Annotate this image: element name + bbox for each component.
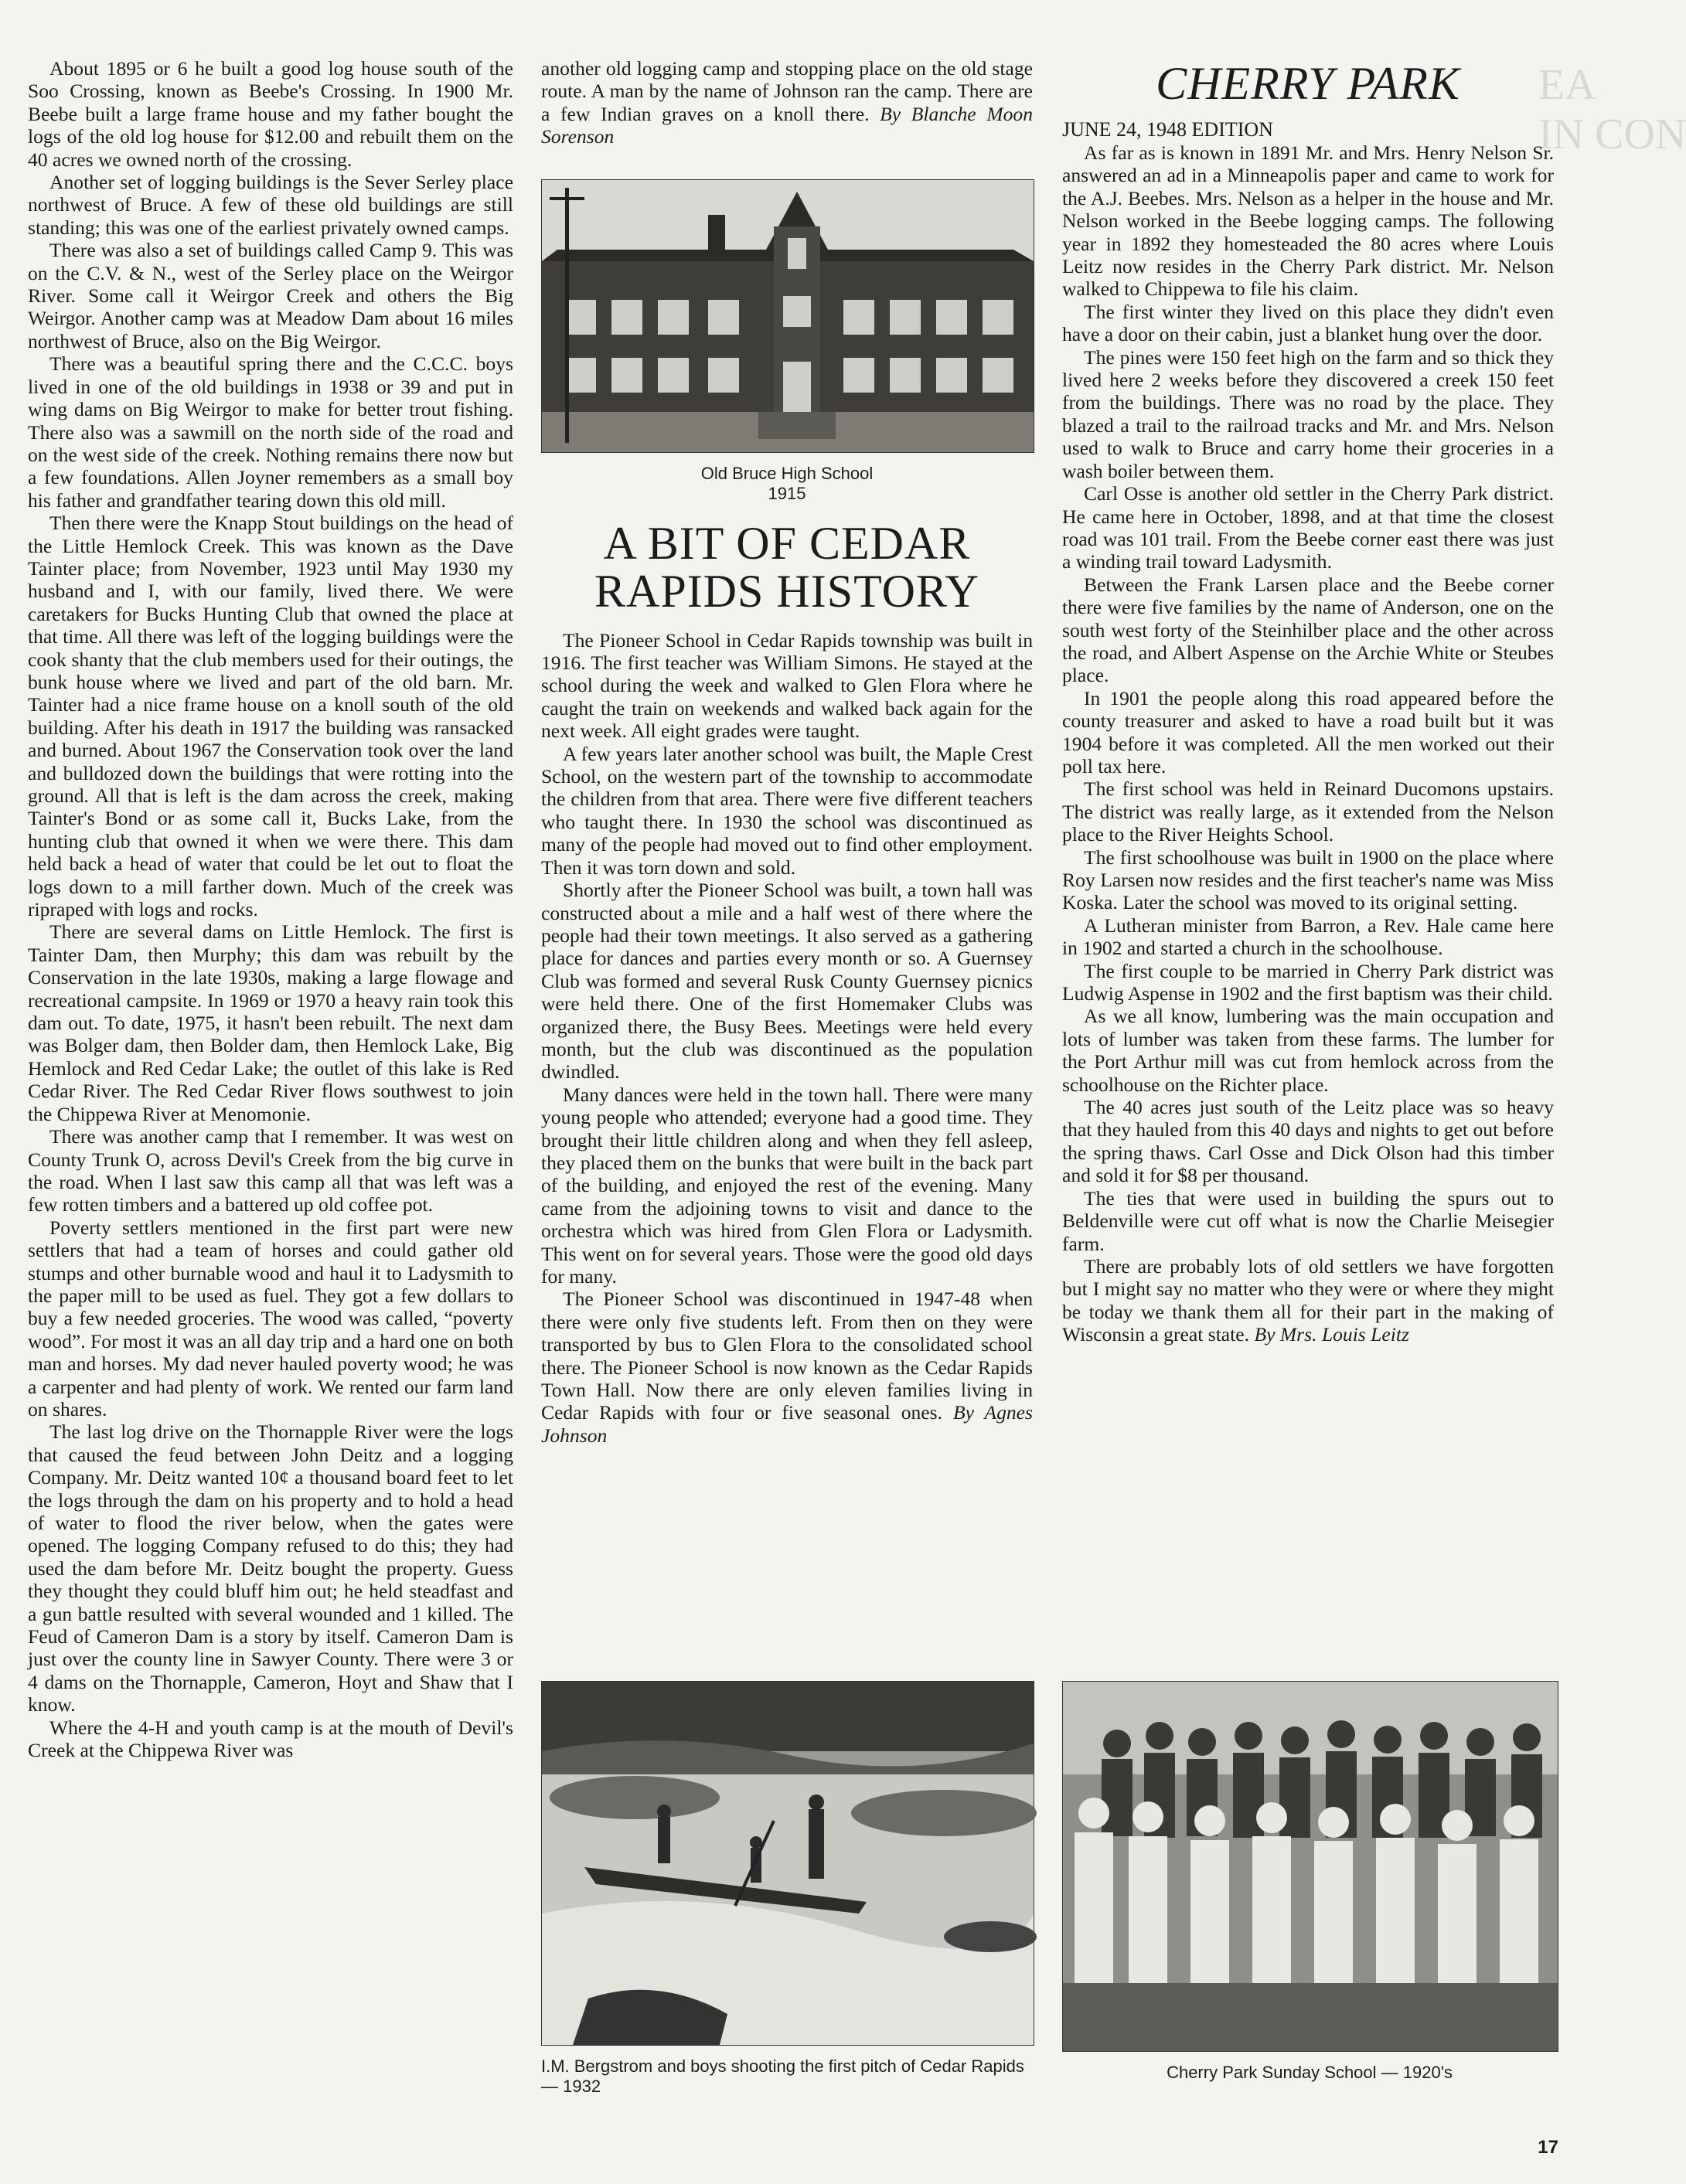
col1-paragraph: Another set of logging buildings is the Sever Serley place northwest of Bruce. A few of these old buildings are still standing; this was one of the earliest privately owned camps. — [28, 171, 513, 239]
col1-paragraph: There are several dams on Little Hemlock. The first is Tainter Dam, then Murphy; this dam was rebuilt by the Conservation in the late 1930s, making a large flowage and recreational campsite. In 1969 or 1970 a heavy rain took this dam out. To date, 1975, it hasn't been rebuilt. The next dam was Bolger dam, then Bolder dam, then Hemlock Lake, Big Hemlock and Red Cedar Lake; the outlet of this lake is Red Cedar River. The Red Cedar River flows southwest to join the Chippewa River at Menomonie. — [28, 920, 513, 1125]
col3-paragraph: In 1901 the people along this road appeared before the county treasurer and asked to have a road built but it was 1904 before it was completed. All the men worked out their poll tax here. — [1062, 686, 1554, 777]
photo-bergstrom-rapids — [541, 1681, 1034, 2046]
column-3 — [1062, 57, 1554, 1346]
photo-block-bergstrom — [541, 1681, 1033, 2097]
photo-caption-bergstrom: I.M. Bergstrom and boys shooting the first pitch of Cedar Rapids — 1932 — [541, 2056, 1024, 2096]
photo-cherry-park-sunday-school — [1062, 1681, 1558, 2052]
page-number: 17 — [1538, 2137, 1558, 2158]
col2-final-text: The Pioneer School was discontinued in 1947-48 when there were only five students left. From then on they were transported by bus to Glen Flora to the consolidated school there. The Pioneer School is now known as the Cedar Rapids Town Hall. Now there are only eleven families living in Cedar Rapids with four or five seasonal ones. — [541, 1288, 1033, 1424]
col3-paragraph: The first winter they lived on this place they didn't even have a door on their cabin, just a blanket hung over the door. — [1062, 300, 1554, 346]
col3-paragraph: The first schoolhouse was built in 1900 on the place where Roy Larsen now resides and the first teacher's name was Miss Koska. Later the school was moved to its original setting. — [1062, 845, 1554, 914]
col2-paragraph: A few years later another school was built, the Maple Crest School, on the western part of the township to accommodate the children from that area. There were five different teachers who taught there. In 1930 the school was discontinued as many of the people had moved out to find other employment. Then it was torn down and sold. — [541, 742, 1033, 879]
col3-paragraph: The first couple to be married in Cherry Park district was Ludwig Aspense in 1902 and the first baptism was their child. — [1062, 959, 1554, 1005]
photo-old-bruce-high-school — [541, 179, 1034, 453]
column-1 — [28, 57, 513, 1761]
col1-paragraph: Then there were the Knapp Stout buildings on the head of the Little Hemlock Creek. This was known as the Dave Tainter place; from November, 1923 until May 1930 my husband and I, with our family, lived there. We were caretakers for Bucks Hunting Club that owned the place at that time. All there was left of the logging buildings were the cook shanty that the club members used for their outings, the bunk house where we lived and part of the old barn. Mr. Tainter had a nice frame house on a knoll south of the old building. After his death in 1917 the building was ransacked and burned. About 1967 the Conservation took over the land and bulldozed down the buildings that were rotting into the ground. All that is left is the dam across the creek, making Tainter's Bond or as some call it, Bucks Lake, from the hunting club that owned it when we were there. This dam held back a head of water that could be let out to float the logs down to a mill farther down. Much of the creek was ripraped with logs and rocks. — [28, 512, 513, 921]
col3-paragraph: The pines were 150 feet high on the farm and so thick they lived here 2 weeks before they discovered a creek 150 feet from the buildings. There was no road by the place. They blazed a trail to the railroad tracks and Mr. and Mrs. Nelson used to walk to Bruce and carry home their groceries in a wash boiler between them. — [1062, 345, 1554, 482]
col3-paragraph: A Lutheran minister from Barron, a Rev. Hale came here in 1902 and started a church in the schoolhouse. — [1062, 913, 1554, 960]
col3-paragraph: As far as is known in 1891 Mr. and Mrs. Henry Nelson Sr. answered an ad in a Minneapolis paper and came to work for the A.J. Beebes. Mrs. Nelson as a helper in the house and Mr. Nelson worked in the Beebe logging camps. The following year in 1892 they homesteaded the 80 acres where Louis Leitz now resides in the Cherry Park district. Mr. Nelson walked to Chippewa to file his claim. — [1062, 141, 1554, 301]
edition-date: JUNE 24, 1948 EDITION — [1062, 118, 1273, 141]
col3-final-text: There are probably lots of old settlers we have forgotten but I might say no matter who they were or where they might be today we thank them all for their part in the making of Wisconsin a great state. — [1062, 1254, 1554, 1346]
col1-paragraph: There was another camp that I remember. It was west on County Trunk O, across Devil's Creek from the big curve in the road. When I last saw this camp all that was left was a few rotten timbers and a battered up old coffee pot. — [28, 1125, 513, 1216]
col3-paragraph: The first school was held in Reinard Ducomons upstairs. The district was really large, as it extended from the Nelson place to the River Heights School. — [1062, 777, 1554, 846]
col2-paragraph: Shortly after the Pioneer School was built, a town hall was constructed about a mile and a half west of there where the people had their town meetings. It also served as a gathering place for dances and parties every month or so. A Guernsey Club was formed and several Rusk County Guernsey picnics were held there. One of the first Homemaker Clubs was organized there, the Busy Bees. Meetings were held every month, but the club was discontinued as the population dwindled. — [541, 879, 1033, 1083]
headline-cedar-rapids-history — [541, 519, 1033, 615]
col1-paragraph: There was also a set of buildings called Camp 9. This was on the C.V. & N., west of the Serley place on the Weirgor River. Some call it Weirgor Creek and others the Big Weirgor. Another camp was at Meadow Dam about 16 miles northwest of Bruce, also on the Big Weirgor. — [28, 239, 513, 352]
col2-paragraph: Many dances were held in the town hall. There were many young people who attended; everyone had a good time. They brought their little children along and when they fell asleep, they placed them on the bunks that were built in the back part of the building, and enjoyed the rest of the evening. Many came from the adjoining towns to visit and dance to the orchestra which was hired from Glen Flora or Ladysmith. This went on for several years. Those were the good old days for many. — [541, 1083, 1033, 1288]
byline-mrs-louis-leitz: By Mrs. Louis Leitz — [1254, 1323, 1409, 1346]
col3-paragraph: The ties that were used in building the spurs out to Beldenville were cut off what is now the Charlie Meisegier farm. — [1062, 1186, 1554, 1255]
byline-agnes-johnson: By Agnes Johnson — [541, 1401, 1033, 1447]
faded-adjacent-page-text: EA IN CON — [1538, 61, 1686, 158]
section-title-cherry-park: CHERRY PARK — [1156, 58, 1460, 109]
photo-caption-old-bruce-high-school — [541, 464, 1033, 504]
col2-final-paragraph — [541, 1288, 1033, 1447]
column-2 — [541, 57, 1033, 1447]
byline-blanche-moon-sorenson: By Blanche Moon Sorenson — [541, 102, 1033, 148]
headline-line-1: A BIT OF CEDAR — [603, 517, 971, 569]
caption-line-2: 1915 — [768, 483, 806, 503]
col3-paragraph: Between the Frank Larsen place and the Beebe corner there were five families by the name of Anderson, one on the south west forty of the Steinhilber place and the other across the road, and Albert Aspense on the Archie White or Steubes place. — [1062, 573, 1554, 687]
col3-paragraph: The 40 acres just south of the Leitz place was so heavy that they hauled from this 40 days and nights to get out before the spring thaws. Carl Osse and Dick Olson had this timber and sold it for $8 per thousand. — [1062, 1096, 1554, 1187]
group-portrait-illustration — [1063, 1682, 1558, 2051]
col1-paragraph: About 1895 or 6 he built a good log house south of the Soo Crossing, known as Beebe's Crossing. In 1900 Mr. Beebe built a large frame house and my father bought the logs of the old log house for $12.00 and rebuilt them on the 40 acres we owned north of the crossing. — [28, 57, 513, 171]
col2-intro-text: another old logging camp and stopping place on the old stage route. A man by the name of Johnson ran the camp. There are a few Indian graves on a knoll there. — [541, 57, 1033, 125]
col3-paragraph: Carl Osse is another old settler in the Cherry Park district. He came here in October, 1898, and at that time the closest road was 101 trail. From the Beebe corner east there was just a winding trail toward Ladysmith. — [1062, 482, 1554, 573]
headline-line-2: RAPIDS HISTORY — [594, 565, 979, 617]
school-building-illustration — [542, 180, 1034, 452]
caption-line-1: Old Bruce High School — [700, 463, 874, 483]
photo-block-sunday-school — [1062, 1681, 1557, 2083]
col1-paragraph: Poverty settlers mentioned in the first part were new settlers that had a team of horses and could gather old stumps and other burnable wood and haul it to Ladysmith to the paper mill to be used as fuel. They got a few dollars to buy a few needed groceries. The wood was called, “poverty wood”. For most it was an all day trip and a hard one on both man and horses. My dad never hauled poverty wood; he was a carpenter and had plenty of work. We rented our farm land on shares. — [28, 1216, 513, 1420]
col2-paragraph: The Pioneer School in Cedar Rapids township was built in 1916. The first teacher was William Simons. He stayed at the school during the week and walked to Glen Flora where he caught the train on weekends and walked back again for the next week. All eight grades were taught. — [541, 628, 1033, 743]
col3-paragraph: As we all know, lumbering was the main occupation and lots of lumber was taken from these farms. The lumber for the Port Arthur mill was cut from hemlock across from the schoolhouse on the Richter place. — [1062, 1005, 1554, 1096]
col1-paragraph: The last log drive on the Thornapple River were the logs that caused the feud between John Deitz and a logging Company. Mr. Deitz wanted 10¢ a thousand board feet to let the logs through the dam on his property and to hold a head of water to flood the river below, when the gates were opened. The logging Company refused to do this; they had used the dam before Mr. Deitz bought the property. Guess they thought they could bluff him out; he held steadfast and a gun battle resulted with several wounded and 1 killed. The Feud of Cameron Dam is a story by itself. Cameron Dam is just over the county line in Sawyer County. There were 3 or 4 dams on the Thornapple, Cameron, Hoyt and Shaw that I know. — [28, 1420, 513, 1716]
col1-paragraph: There was a beautiful spring there and the C.C.C. boys lived in one of the old buildings in 1938 or 39 and put in wing dams on Big Weirgor to make for better trout fishing. There also was a sawmill on the north side of the road and on the west side of the creek. Nothing remains there now but a few foundations. Allen Joyner remembers as a small boy his father and grandfather tearing down this old mill. — [28, 352, 513, 512]
col3-final-paragraph — [1062, 1255, 1554, 1346]
col1-paragraph: Where the 4-H and youth camp is at the mouth of Devil's Creek at the Chippewa River was — [28, 1716, 513, 1762]
river-rapids-illustration — [542, 1682, 1034, 2045]
photo-caption-sunday-school: Cherry Park Sunday School — 1920's — [1167, 2063, 1453, 2082]
col2-intro-paragraph — [541, 57, 1033, 148]
